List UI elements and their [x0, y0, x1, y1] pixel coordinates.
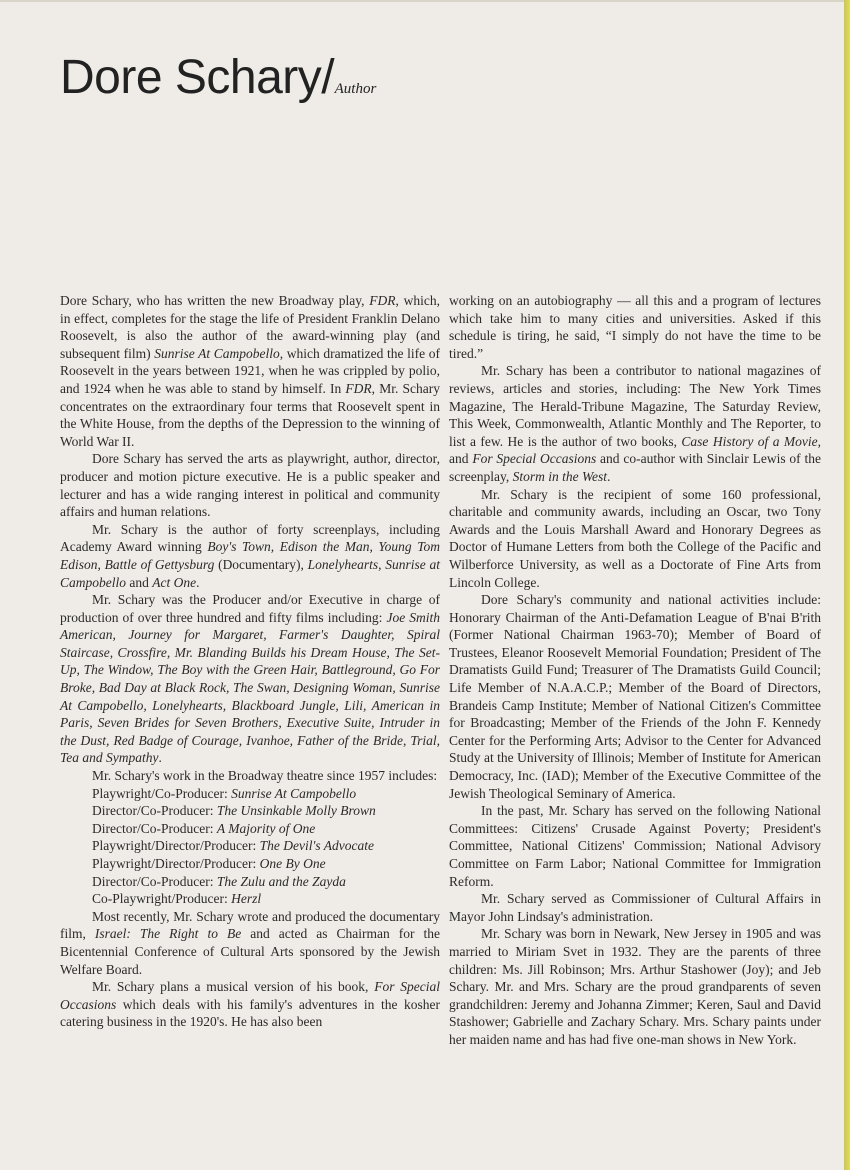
- italic-title: Sunrise At Campobello: [231, 785, 357, 801]
- title-name: Dore Schary: [60, 51, 322, 104]
- italic-title: One By One: [259, 856, 326, 871]
- title-slash: /: [321, 51, 335, 104]
- paragraph: [60, 978, 440, 1031]
- text-run: .: [606, 468, 611, 484]
- paragraph: [60, 767, 440, 785]
- italic-title: Storm in the West: [512, 468, 607, 484]
- text-run: .: [196, 574, 200, 590]
- text-run: (Documentary),: [214, 556, 308, 572]
- paragraph: [60, 908, 440, 978]
- paragraph: [60, 292, 440, 450]
- text-run: Mr. Schary served as Commissioner of Cultural Affairs in Mayor John Lindsay's administration.: [449, 891, 821, 924]
- broadway-works-list: [60, 785, 440, 908]
- list-item: [60, 802, 440, 820]
- italic-title: Herzl: [231, 891, 262, 907]
- italic-title: The Unsinkable Molly Brown: [216, 803, 376, 819]
- text-run: working on an autobiography — all this and a program of lectures which take him to many cities and universities. Asked if this schedule is tiring, he said, “I simply do not have the time to be tired.”: [449, 293, 821, 361]
- paragraph: [60, 450, 440, 520]
- text-run: which deals with his family's adventures in the kosher catering business in the 1920's. He has also been: [60, 996, 440, 1030]
- text-run: Mr. Schary plans a musical version of his book,: [92, 979, 375, 995]
- italic-title: The Devil's Advocate: [259, 838, 374, 854]
- list-item: [60, 873, 440, 891]
- list-item: [60, 837, 440, 855]
- paragraph: [449, 292, 821, 362]
- text-run: Dore Schary, who has written the new Broadway play,: [60, 293, 370, 308]
- text-run: , and: [449, 433, 821, 467]
- text-run: and: [126, 574, 153, 590]
- paragraph: [60, 591, 440, 767]
- italic-title: A Majority of One: [216, 820, 316, 836]
- list-item: [60, 890, 440, 908]
- page-title: [60, 50, 376, 105]
- paragraph: [60, 521, 440, 591]
- list-item: [60, 785, 440, 803]
- text-run: , Mr. Schary concentrates on the extraordinary four terms that Roosevelt spent in the White House, from the depths of the Depression to the winning of World War II.: [60, 380, 440, 449]
- right-column: [449, 292, 821, 1049]
- text-run: Co-Playwright/Producer:: [92, 891, 232, 907]
- text-run: , which, in effect, completes for the stage the life of President Franklin Delano Roosevelt, is also the author of the award-winning play (and subsequent film): [60, 293, 440, 361]
- text-run: Mr. Schary has been a contributor to national magazines of reviews, articles and stories, including: The New York Times Magazine, The Herald-Tribune Magazine, The Saturday Review, This Week, Commonwealth, Atlantic Monthly and The Reporter, to list a few. He is the author of two books,: [449, 363, 821, 449]
- italic-title: FDR: [369, 293, 396, 308]
- text-run: Playwright/Co-Producer:: [92, 785, 232, 801]
- italic-title: Sunrise At Campobello: [154, 345, 280, 361]
- text-run: Mr. Schary was the Producer and/or Executive in charge of production of over three hundred and fifty films including:: [60, 592, 440, 625]
- paragraph: [449, 890, 821, 925]
- title-subtitle: Author: [334, 81, 377, 97]
- paragraph: [449, 486, 821, 592]
- italic-title: For Special Occasions: [60, 979, 440, 1012]
- text-run: Mr. Schary is the author of forty screenplays, including Academy Award winning: [60, 521, 440, 555]
- text-run: Mr. Schary's work in the Broadway theatre since 1957 includes:: [92, 768, 438, 784]
- italic-title: Israel: The Right to Be: [94, 926, 242, 942]
- text-run: Director/Co-Producer:: [92, 803, 217, 819]
- text-run: Mr. Schary is the recipient of some 160 professional, charitable and community awards, including an Oscar, two Tony Awards and the Louis Marshall Award and Honorary Degrees as Doctor of Humane Letters from both the College of the Pacific and Wilberforce University, as well as a Doctorate of Fine Arts from Lincoln College.: [449, 486, 821, 590]
- page-top-edge: [0, 0, 850, 2]
- paragraph: [449, 802, 821, 890]
- list-item: [60, 820, 440, 838]
- text-run: Director/Co-Producer:: [92, 820, 217, 836]
- italic-title: FDR: [345, 380, 372, 396]
- page-right-edge: [844, 0, 850, 1170]
- italic-title: Case History of a Movie: [681, 433, 818, 449]
- paragraph: [449, 362, 821, 485]
- italic-title: The Zulu and the Zayda: [216, 873, 346, 889]
- text-run: In the past, Mr. Schary has served on the following National Committees: Citizens' Crusade Against Poverty; President's Committee, National Citizens' Commission; National Advisory Committee on Farm Labor; National Committee for Immigration Reform.: [449, 803, 821, 889]
- text-run: and acted as Chairman for the Bicentennial Conference of Cultural Arts sponsored by the Jewish Welfare Board.: [60, 926, 441, 977]
- italic-title: Lonelyhearts, Sunrise at Campobello: [60, 556, 441, 590]
- text-run: Dore Schary has served the arts as playwright, author, director, producer and motion picture executive. He is a public speaker and lecturer and has a wide ranging interest in political and community affairs and human relations.: [60, 451, 440, 520]
- list-item: [60, 855, 440, 873]
- text-run: Mr. Schary was born in Newark, New Jersey in 1905 and was married to Miriam Svet in 1932. They are the parents of three children: Ms. Jill Robinson; Mrs. Arthur Stashower (Joy); and Jeb Schary. Mr. and Mrs. Schary are the proud grandparents of seven grandchildren: Jeremy and Johanna Zimmer; Keren, Saul and David Stashower; Gabrielle and Zachary Schary. Mrs. Schary paints under her maiden name and has had five one-man shows in New York.: [449, 926, 821, 1047]
- text-run: Most recently, Mr. Schary wrote and produced the documentary film,: [60, 908, 440, 942]
- text-run: Director/Co-Producer:: [92, 873, 217, 889]
- italic-title: For Special Occasions: [472, 451, 597, 467]
- left-column: [60, 292, 440, 1031]
- text-run: .: [158, 750, 162, 766]
- italic-title: Joe Smith American, Journey for Margaret, Farmer's Daughter, Spiral Staircase, Crossfire, Mr. Blanding Builds his Dream House, The Set-Up, The Window, The Boy with the Green Hair, Battleground, Go For Broke, Bad Day at Black Rock, The Swan, Designing Woman, Sunrise At Campobello, Lonelyhearts, Blackboard Jungle, Lili, American in Paris, Seven Brides for Seven Brothers, Executive Suite, Intruder in the Dust, Red Badge of Courage, Ivanhoe, Father of the Bride, Trial, Tea and Sympathy: [60, 609, 440, 766]
- text-run: , which dramatized the life of Roosevelt in the years between 1921, when he was crippled by polio, and 1924 when he was able to stand by himself. In: [60, 345, 440, 396]
- text-run: Dore Schary's community and national activities include: Honorary Chairman of the Anti-Defamation League of B'nai B'rith (Former National Chairman 1963-70); Member of Board of Trustees, Eleanor Roosevelt Memorial Foundation; President of The Dramatists Guild Fund; Treasurer of The Dramatists Guild Council; Life Member of N.A.A.C.P.; Member of the Board of Directors, Brandeis Camp Institute; Member of National Citizen's Committee for Broadcasting; Member of the Friends of the John F. Kennedy Center for the Performing Arts; Advisor to the Center for Advanced Study at the University of Illinois; Member of Institute for American Democracy, Inc. (IAD); Member of the Executive Committee of the Jewish Theological Seminary of America.: [449, 592, 821, 801]
- text-run: Playwright/Director/Producer:: [92, 856, 260, 871]
- paragraph: [449, 591, 821, 802]
- italic-title: Boy's Town, Edison the Man, Young Tom Edison, Battle of Gettysburg: [60, 539, 440, 572]
- paragraph: [449, 925, 821, 1048]
- italic-title: Act One: [152, 574, 197, 590]
- text-run: Playwright/Director/Producer:: [92, 838, 260, 854]
- text-run: and co-author with Sinclair Lewis of the screenplay,: [449, 451, 821, 484]
